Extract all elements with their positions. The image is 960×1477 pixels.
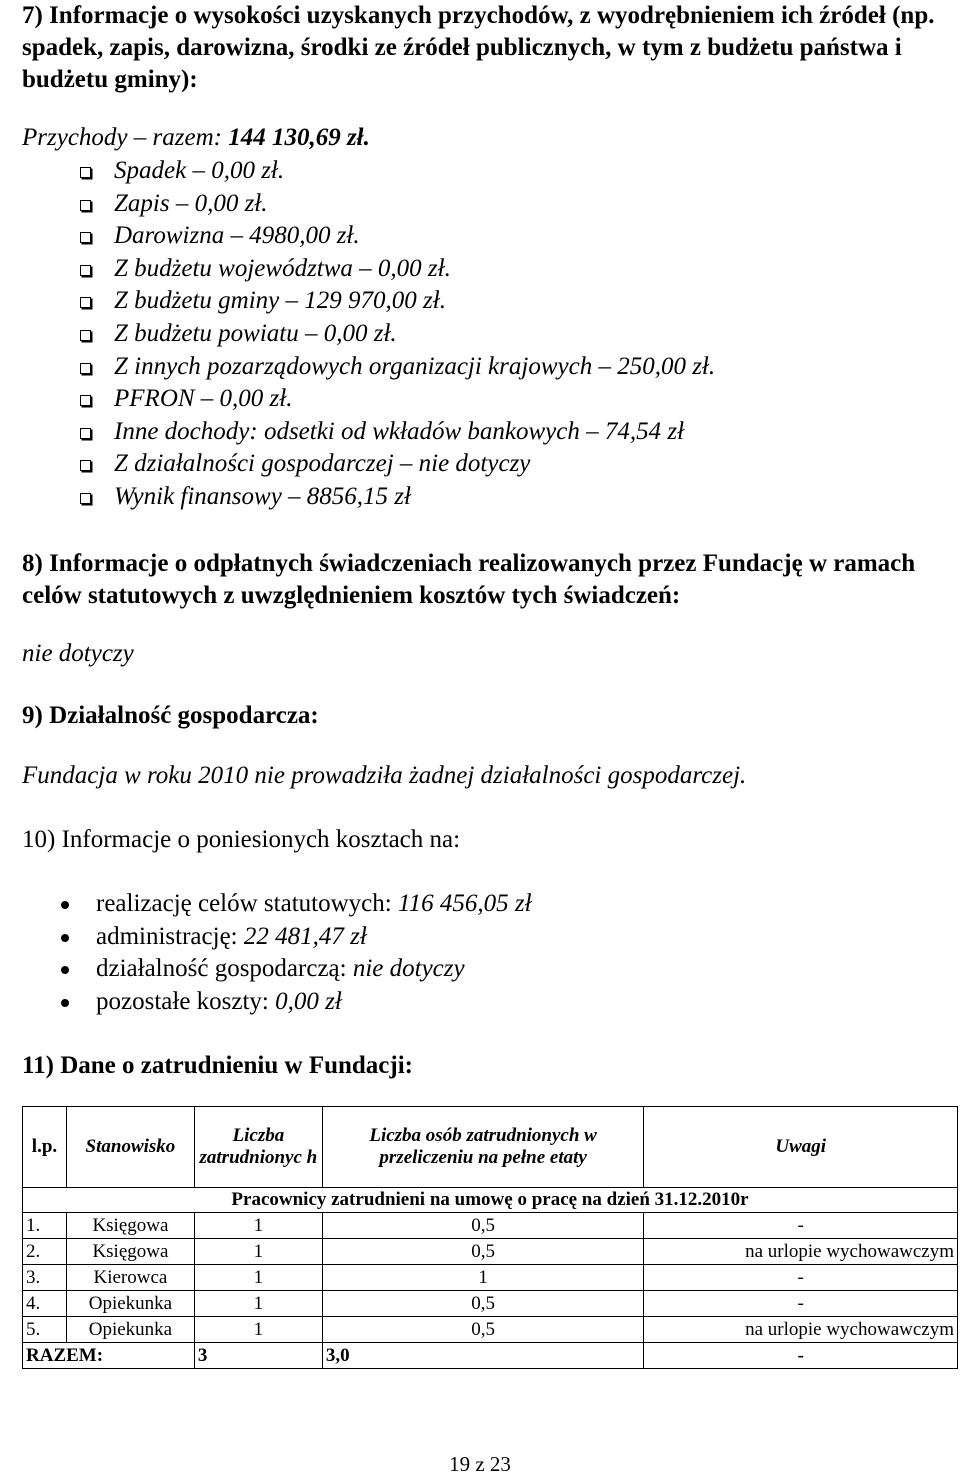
employment-table xyxy=(22,1106,958,1369)
table-row: 5. Opiekunka 1 0,5 na urlopie wychowawczym xyxy=(23,1317,958,1343)
table-row: 3. Kierowca 1 1 - xyxy=(23,1265,958,1291)
checkbox-bullet-icon xyxy=(80,200,91,211)
table-subheader: Pracownicy zatrudnieni na umowę o pracę na dzień 31.12.2010r xyxy=(23,1188,958,1213)
checkbox-bullet-icon xyxy=(80,297,91,308)
checkbox-bullet-icon xyxy=(80,330,91,341)
revenue-source-list xyxy=(74,155,715,514)
table-total-row: RAZEM: 3 3,0 - xyxy=(23,1343,958,1369)
checkbox-bullet-icon xyxy=(80,460,91,471)
section-7-heading: 7) Informacje o wysokości uzyskanych przychodów, z wyodrębnieniem ich źródeł (np. spadek, zapis, darowizna, środki ze źródeł publicznych, w tym z budżetu państwa i budżetu gminy): xyxy=(22,2,935,93)
list-item: pozostałe koszty: 0,00 zł xyxy=(58,986,532,1019)
table-header-fte: Liczba osób zatrudnionych w przeliczeniu na pełne etaty xyxy=(322,1107,644,1188)
checkbox-bullet-icon xyxy=(80,232,91,243)
revenue-total-label: Przychody – razem: xyxy=(22,124,222,151)
list-item: Z budżetu województwa – 0,00 zł. xyxy=(74,253,715,286)
table-header-notes: Uwagi xyxy=(644,1107,958,1188)
checkbox-bullet-icon xyxy=(80,167,91,178)
page-number: 19 z 23 xyxy=(449,1452,511,1476)
checkbox-bullet-icon xyxy=(80,265,91,276)
list-item: działalność gospodarczą: nie dotyczy xyxy=(58,953,532,986)
list-item: administrację: 22 481,47 zł xyxy=(58,921,532,954)
section-8-text: nie dotyczy xyxy=(22,640,134,667)
list-item: realizację celów statutowych: 116 456,05 zł xyxy=(58,888,532,921)
bullet-icon xyxy=(61,966,69,974)
list-item: Spadek – 0,00 zł. xyxy=(74,155,715,188)
table-header-count: Liczba zatrudnionyc h xyxy=(194,1107,322,1188)
table-header-lp: l.p. xyxy=(23,1107,67,1188)
table-row: 4. Opiekunka 1 0,5 - xyxy=(23,1291,958,1317)
bullet-icon xyxy=(61,901,69,909)
list-item: Darowizna – 4980,00 zł. xyxy=(74,220,715,253)
section-8-heading: 8) Informacje o odpłatnych świadczeniach realizowanych przez Fundację w ramach celów statutowych z uwzględnieniem kosztów tych świadczeń: xyxy=(22,550,916,609)
section-9-text: Fundacja w roku 2010 nie prowadziła żadnej działalności gospodarczej. xyxy=(22,762,747,789)
list-item: Z budżetu gminy – 129 970,00 zł. xyxy=(74,285,715,318)
list-item: Inne dochody: odsetki od wkładów bankowych – 74,54 zł xyxy=(74,416,715,449)
bullet-icon xyxy=(61,999,69,1007)
table-header-position: Stanowisko xyxy=(66,1107,194,1188)
list-item: Z działalności gospodarczej – nie dotyczy xyxy=(74,448,715,481)
table-row: 2. Księgowa 1 0,5 na urlopie wychowawczym xyxy=(23,1239,958,1265)
bullet-icon xyxy=(61,934,69,942)
list-item: Z budżetu powiatu – 0,00 zł. xyxy=(74,318,715,351)
section-10-heading: 10) Informacje o poniesionych kosztach na: xyxy=(22,826,461,853)
checkbox-bullet-icon xyxy=(80,493,91,504)
checkbox-bullet-icon xyxy=(80,395,91,406)
revenue-total-value: 144 130,69 zł. xyxy=(228,124,370,151)
checkbox-bullet-icon xyxy=(80,428,91,439)
table-subheader-row xyxy=(23,1188,958,1213)
cost-list xyxy=(58,888,532,1018)
section-9-heading: 9) Działalność gospodarcza: xyxy=(22,702,319,729)
table-header-row xyxy=(23,1107,958,1188)
list-item: PFRON – 0,00 zł. xyxy=(74,383,715,416)
list-item: Wynik finansowy – 8856,15 zł xyxy=(74,481,715,514)
revenue-total xyxy=(22,122,370,154)
list-item: Zapis – 0,00 zł. xyxy=(74,188,715,221)
list-item: Z innych pozarządowych organizacji krajowych – 250,00 zł. xyxy=(74,351,715,384)
checkbox-bullet-icon xyxy=(80,363,91,374)
table-row: 1. Księgowa 1 0,5 - xyxy=(23,1213,958,1239)
section-11-heading: 11) Dane o zatrudnieniu w Fundacji: xyxy=(22,1052,414,1079)
